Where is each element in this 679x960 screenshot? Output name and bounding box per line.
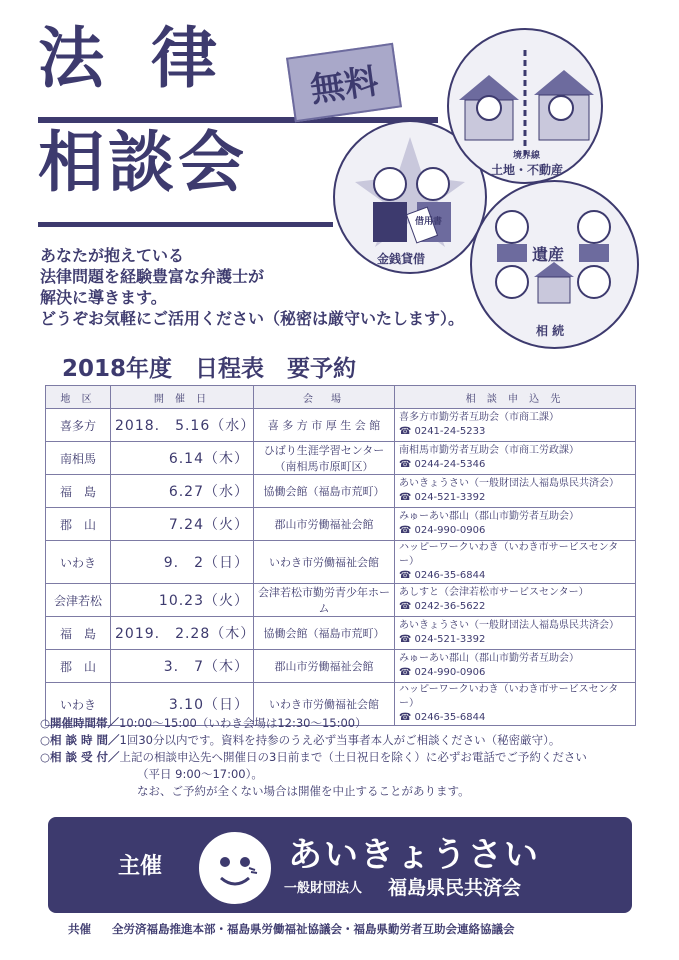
inheritance-label: 遺産	[532, 245, 565, 264]
venue-cell	[254, 475, 395, 508]
contact-phone: ☎ 024-521-3392	[399, 633, 631, 647]
contact-phone: ☎ 0246-35-6844	[399, 711, 631, 725]
org-name: あいきょうさい	[288, 835, 540, 875]
intro-text	[40, 245, 464, 329]
area-cell: 喜多方	[46, 409, 111, 442]
note-body: 10:00～15:00（いわき会場は12:30～15:00）	[119, 716, 367, 730]
area-cell: 郡 山	[46, 508, 111, 541]
venue-cell	[254, 650, 395, 683]
note-reservation-hours: （平日 9:00～17:00）。	[137, 767, 263, 781]
venue-cell	[254, 584, 395, 617]
free-stamp: 無料	[286, 43, 402, 122]
venue-name: 協働会館（福島市荒町）	[263, 627, 385, 640]
venue-cell	[254, 508, 395, 541]
contact-org: あいきょうさい（一般財団法人福島県民共済会）	[399, 478, 619, 489]
area-cell: 会津若松	[46, 584, 111, 617]
contact-phone: ☎ 024-990-0906	[399, 524, 631, 538]
contact-org: ハッピーワークいわき（いわき市サービスセンター）	[399, 684, 619, 709]
contact-cell	[395, 409, 636, 442]
note-duration	[40, 732, 640, 749]
table-row	[46, 508, 636, 541]
host-label: 主催	[118, 854, 163, 879]
host-banner	[48, 817, 632, 913]
table-header-row	[46, 386, 636, 409]
contact-org: あしすと（会津若松市サービスセンター）	[399, 587, 589, 598]
date-cell: 7.24（火）	[111, 508, 254, 541]
header-date: 開 催 日	[111, 386, 254, 409]
venue-name: 協働会館（福島市荒町）	[263, 485, 385, 498]
note-body: 1回30分以内です。資料を持参のうえ必ず当事者本人がご相談ください（秘密厳守）。	[119, 733, 561, 747]
mascot-logo	[196, 829, 274, 907]
venue-name: ひばり生涯学習センター	[263, 444, 385, 457]
schedule-table	[45, 385, 636, 726]
contact-phone: ☎ 0246-35-6844	[399, 569, 631, 583]
co-host-label: 共催	[68, 922, 91, 936]
contact-org: みゅーあい郡山（郡山市勤労者互助会）	[399, 653, 579, 664]
date-cell: 3.10（日）	[111, 683, 254, 726]
venue-cell	[254, 617, 395, 650]
contact-phone: ☎ 0242-36-5622	[399, 600, 631, 614]
venue-name: 喜 多 方 市 厚 生 会 館	[267, 419, 381, 432]
note-head: ○開催時間帯／	[40, 716, 120, 730]
date-cell: 6.14（木）	[111, 442, 254, 475]
venue-name: 会津若松市勤労青少年ホーム	[258, 586, 390, 615]
venue-cell	[254, 541, 395, 584]
table-row	[46, 650, 636, 683]
land-illustration	[447, 28, 603, 184]
header-contact: 相 談 申 込 先	[395, 386, 636, 409]
note-head: ○相 談 受 付／	[40, 750, 120, 764]
venue-name: 郡山市労働福祉会館	[274, 518, 374, 531]
title-divider	[38, 117, 438, 123]
contact-org: ハッピーワークいわき（いわき市サービスセンター）	[399, 542, 619, 567]
venue-name: いわき市労働福祉会館	[269, 698, 379, 711]
venue-name: いわき市労働福祉会館	[269, 556, 379, 569]
contact-cell	[395, 617, 636, 650]
co-host-orgs: 全労済福島推進本部・福島県労働福祉協議会・福島県勤労者互助会連絡協議会	[112, 922, 515, 936]
notes	[40, 715, 640, 800]
title-line1: 法 律	[38, 20, 229, 97]
header-area: 地 区	[46, 386, 111, 409]
succession-label: 相 続	[536, 324, 565, 338]
intro-line: あなたが抱えている	[40, 246, 185, 265]
note-head: ○相 談 時 間／	[40, 733, 120, 747]
title-line2: 相談会	[38, 124, 248, 201]
area-cell: 郡 山	[46, 650, 111, 683]
contact-cell	[395, 584, 636, 617]
contact-org: あいきょうさい（一般財団法人福島県民共済会）	[399, 620, 619, 631]
table-row	[46, 541, 636, 584]
area-cell: いわき	[46, 683, 111, 726]
area-cell: いわき	[46, 541, 111, 584]
note-cancellation: なお、ご予約が全くない場合は開催を中止することがあります。	[137, 784, 470, 798]
table-row	[46, 617, 636, 650]
area-cell: 南相馬	[46, 442, 111, 475]
table-row	[46, 409, 636, 442]
venue-location: （南相馬市原町区）	[274, 460, 374, 473]
inheritance-illustration	[470, 180, 639, 349]
contact-org: みゅーあい郡山（郡山市勤労者互助会）	[399, 511, 579, 522]
contact-org: 喜多方市勤労者互助会（市商工課）	[399, 412, 559, 423]
org-subname: 福島県民共済会	[388, 877, 522, 899]
venue-cell	[254, 409, 395, 442]
table-row	[46, 475, 636, 508]
venue-cell	[254, 442, 395, 475]
date-cell: 2018. 5.16（水）	[111, 409, 254, 442]
contact-phone: ☎ 024-521-3392	[399, 491, 631, 505]
note-body: 上記の相談申込先へ開催日の3日前まで（土日祝日を除く）に必ずお電話でご予約ください	[119, 750, 587, 764]
org-prefix: 一般財団法人	[284, 881, 363, 896]
land-label: 土地・不動産	[491, 163, 564, 177]
contact-org: 南相馬市勤労者互助会（市商工労政課）	[399, 445, 579, 456]
contact-cell	[395, 650, 636, 683]
area-cell: 福 島	[46, 617, 111, 650]
contact-phone: ☎ 024-990-0906	[399, 666, 631, 680]
intro-line: 解決に導きます。	[40, 288, 167, 307]
title-divider-2	[38, 222, 333, 227]
date-cell: 9. 2（日）	[111, 541, 254, 584]
venue-name: 郡山市労働福祉会館	[274, 660, 374, 673]
date-cell: 6.27（水）	[111, 475, 254, 508]
date-cell: 10.23（火）	[111, 584, 254, 617]
date-cell: 2019. 2.28（木）	[111, 617, 254, 650]
contact-cell	[395, 508, 636, 541]
loan-document-label: 借用書	[415, 217, 443, 227]
note-reservation	[40, 749, 640, 766]
smiley-face-icon	[199, 832, 271, 904]
date-cell: 3. 7（木）	[111, 650, 254, 683]
area-cell: 福 島	[46, 475, 111, 508]
table-row	[46, 442, 636, 475]
contact-phone: ☎ 0241-24-5233	[399, 425, 631, 439]
money-lending-label: 金銭貸借	[377, 252, 426, 266]
intro-line: どうぞお気軽にご活用ください（秘密は厳守いたします）。	[40, 309, 465, 328]
contact-cell	[395, 541, 636, 584]
table-row	[46, 584, 636, 617]
contact-cell	[395, 475, 636, 508]
intro-line: 法律問題を経験豊富な弁護士が	[40, 267, 265, 286]
contact-cell	[395, 442, 636, 475]
note-hours	[40, 715, 640, 732]
boundary-label: 境界線	[513, 151, 541, 161]
schedule-title: 2018年度 日程表 要予約	[62, 356, 357, 382]
header-venue: 会 場	[254, 386, 395, 409]
contact-phone: ☎ 0244-24-5346	[399, 458, 631, 472]
